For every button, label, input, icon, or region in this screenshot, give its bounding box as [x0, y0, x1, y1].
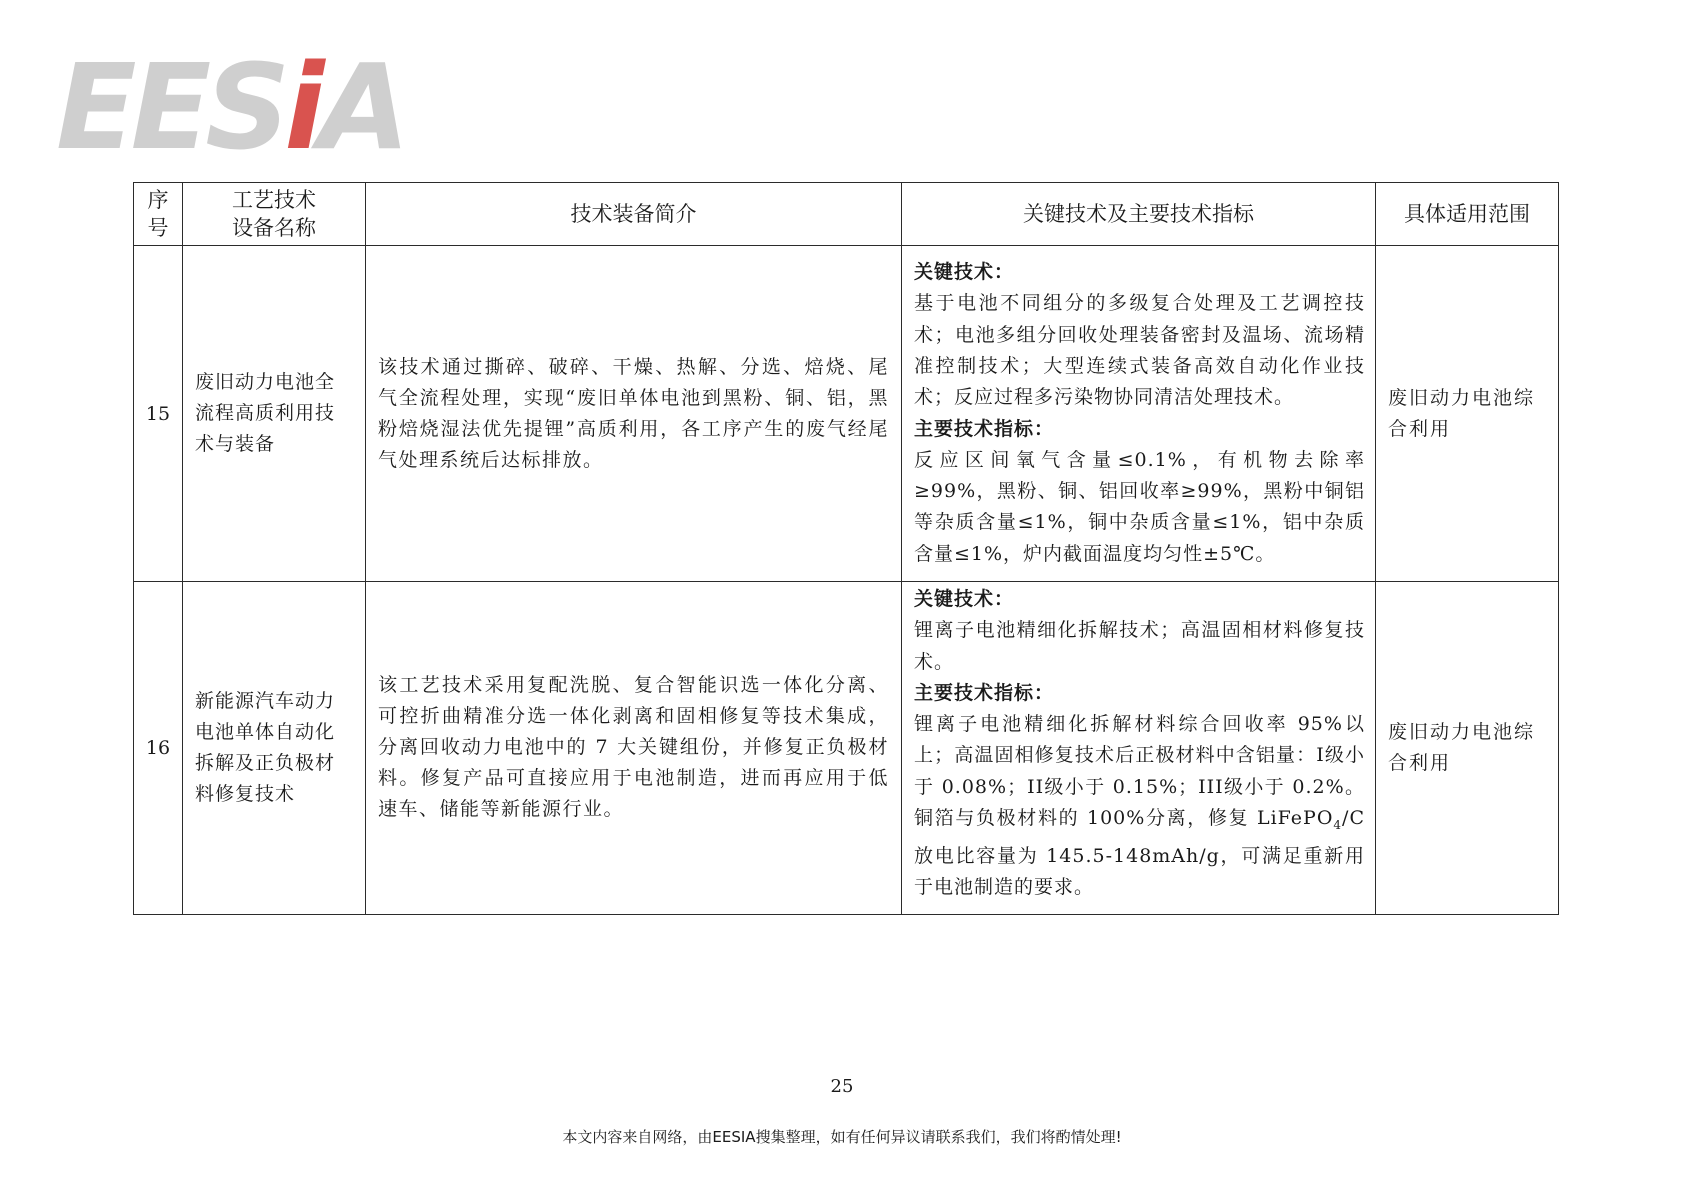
table-header-row [134, 183, 1559, 246]
page-number: 25 [830, 1076, 854, 1097]
row-intro: 该工艺技术采用复配洗脱、复合智能识选一体化分离、可控折曲精准分选一体化剥离和固相修复等技术集成，分离回收动力电池中的 7 大关键组份，并修复正负极材料。修复产品可直接应用于电池制造，进而再应用于低速车、储能等新能源行业。 [366, 582, 902, 915]
table-row [134, 582, 1559, 915]
indicators-text: 反应区间氧气含量≤0.1%，有机物去除率≥99%，黑粉、铜、铝回收率≥99%，黑粉中铜铝等杂质含量≤1%，铜中杂质含量≤1%，铝中杂质含量≤1%，炉内截面温度均匀性±5℃。 [914, 448, 1365, 565]
eesia-logo: EESiA [56, 38, 404, 176]
header-key: 关键技术及主要技术指标 [902, 183, 1376, 246]
row-name: 废旧动力电池全流程高质利用技术与装备 [183, 246, 366, 582]
table-row [134, 246, 1559, 582]
indicators-title: 主要技术指标： [914, 681, 1055, 704]
row-scope: 废旧动力电池综合利用 [1376, 582, 1559, 915]
key-tech-title: 关键技术： [914, 588, 1015, 610]
row-key-tech [902, 246, 1376, 582]
row-scope: 废旧动力电池综合利用 [1376, 246, 1559, 582]
key-tech-title: 关键技术： [914, 261, 1015, 284]
row-key-tech [902, 582, 1376, 915]
header-scope: 具体适用范围 [1376, 183, 1559, 246]
row-intro: 该技术通过撕碎、破碎、干燥、热解、分选、焙烧、尾气全流程处理，实现“废旧单体电池到黑粉、铜、铝，黑粉焙烧湿法优先提锂”高质利用，各工序产生的废气经尾气处理系统后达标排放。 [366, 246, 902, 582]
header-no: 序号 [134, 183, 183, 246]
indicators-title: 主要技术指标： [914, 417, 1055, 440]
header-intro: 技术装备简介 [366, 183, 902, 246]
indicators-text: 锂离子电池精细化拆解材料综合回收率 95%以上；高温固相修复技术后正极材料中含铝量：I级小于 0.08%；II级小于 0.15%；III级小于 0.2%。铜箔与负极材料的 100%分离，修复 LiFePO$_4$/C 放电比容量为 145.5-148mAh/g，可满足重新用于电池制造的要求。 [914, 713, 1365, 899]
row-name: 新能源汽车动力电池单体自动化拆解及正负极材料修复技术 [183, 582, 366, 915]
row-number: 15 [134, 246, 183, 582]
technology-table [133, 182, 1559, 915]
key-tech-text: 基于电池不同组分的多级复合处理及工艺调控技术；电池多组分回收处理装备密封及温场、流场精准控制技术；大型连续式装备高效自动化作业技术；反应过程多污染物协同清洁处理技术。 [914, 292, 1365, 409]
row-number: 16 [134, 582, 183, 915]
header-name: 工艺技术设备名称 [183, 183, 366, 246]
footer-disclaimer: 本文内容来自网络，由EESIA搜集整理，如有任何异议请联系我们，我们将酌情处理! [562, 1128, 1122, 1146]
key-tech-text: 锂离子电池精细化拆解技术；高温固相材料修复技术。 [914, 619, 1365, 673]
